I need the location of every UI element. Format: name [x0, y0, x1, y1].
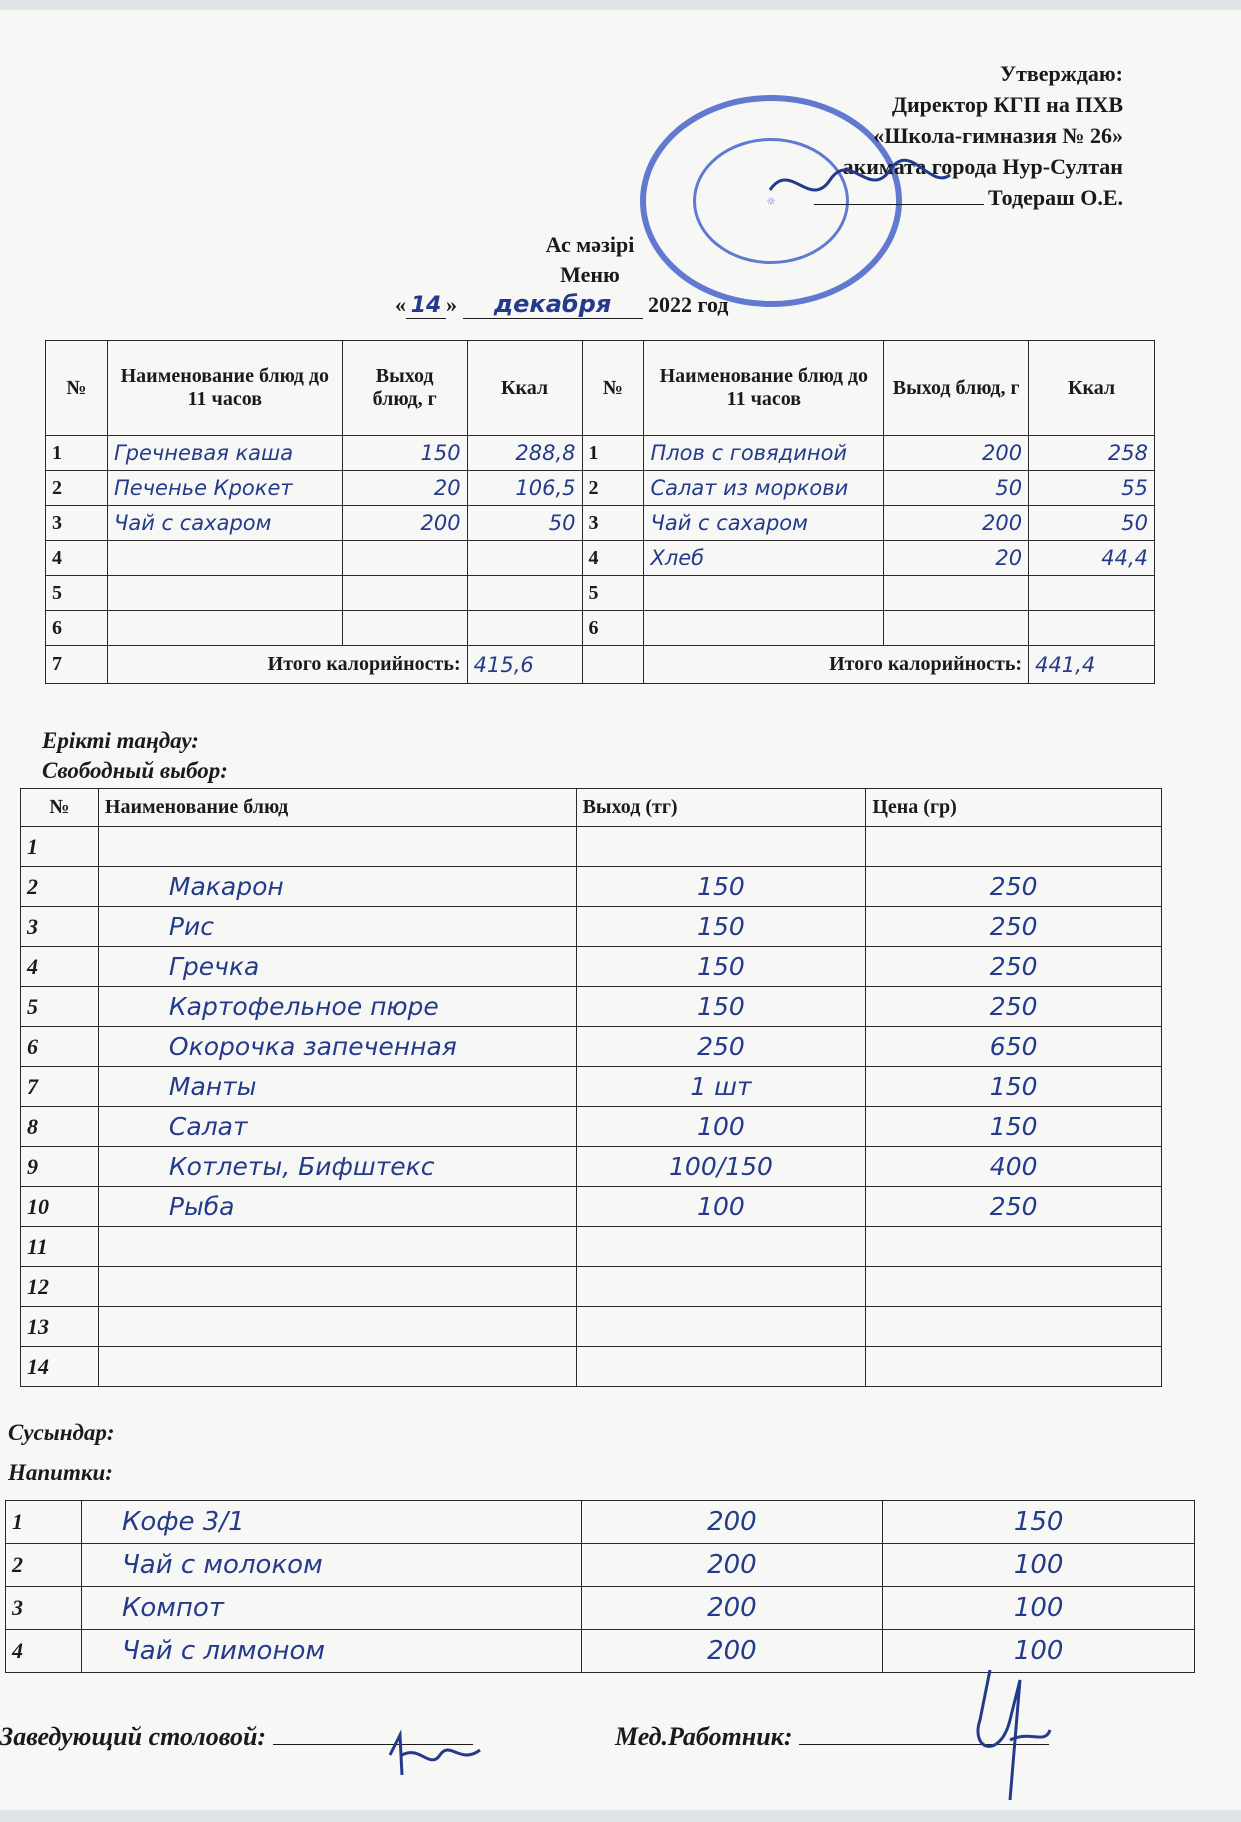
medic-signature [950, 1660, 1060, 1810]
drink-name: Чай с молоком [81, 1544, 581, 1587]
fc-price: 150 [866, 1107, 1162, 1147]
menu-left-num: 3 [46, 506, 108, 541]
menu-left-name: Чай с сахаром [107, 506, 342, 541]
menu-right-weight: 200 [884, 436, 1029, 471]
menu-right-weight [884, 611, 1029, 646]
menu-right-name [644, 611, 884, 646]
fc-num: 12 [21, 1267, 99, 1307]
header-kcal-right: Ккал [1029, 341, 1155, 436]
fc-price [866, 827, 1162, 867]
drink-num: 4 [6, 1630, 82, 1673]
header-weight-left: Выход блюд, г [342, 341, 467, 436]
fc-name: Гречка [98, 947, 576, 987]
menu-right-kcal [1029, 576, 1155, 611]
menu-right-num: 1 [582, 436, 644, 471]
menu-left-name [107, 541, 342, 576]
date-month: декабря [463, 290, 643, 319]
drink-name: Компот [81, 1587, 581, 1630]
menu-row [46, 576, 1155, 611]
date-year: 2022 год [648, 292, 729, 317]
free-choice-row [21, 1227, 1162, 1267]
title-kz: Ас мәзірі [545, 232, 635, 257]
drink-price: 100 [883, 1587, 1195, 1630]
fc-name [98, 827, 576, 867]
manager-signature [380, 1725, 490, 1785]
menu-left-num: 5 [46, 576, 108, 611]
drink-name: Чай с лимоном [81, 1630, 581, 1673]
approval-city: акимата города Нур-Султан [842, 154, 1123, 179]
drink-num: 3 [6, 1587, 82, 1630]
free-choice-label-ru: Свободный выбор: [42, 758, 228, 783]
seal-emblem-icon: ☼ [693, 138, 849, 264]
menu-right-name: Чай с сахаром [644, 506, 884, 541]
fc-num: 7 [21, 1067, 99, 1107]
menu-left-name: Печенье Крокет [107, 471, 342, 506]
free-choice-row [21, 1347, 1162, 1387]
fc-out [576, 1307, 866, 1347]
total-row-num: 7 [46, 646, 108, 684]
drink-name: Кофе 3/1 [81, 1501, 581, 1544]
free-choice-label-kz: Ерікті таңдау: [42, 728, 199, 753]
fc-name: Рыба [98, 1187, 576, 1227]
menu-right-weight: 50 [884, 471, 1029, 506]
header-kcal-left: Ккал [467, 341, 582, 436]
free-choice-row [21, 1067, 1162, 1107]
fc-out: 1 шт [576, 1067, 866, 1107]
menu-right-num: 6 [582, 611, 644, 646]
fc-price: 250 [866, 1187, 1162, 1227]
drink-row [6, 1544, 1195, 1587]
menu-total-row [46, 646, 1155, 684]
menu-left-kcal [467, 541, 582, 576]
total-label-left: Итого калорийность: [107, 646, 467, 684]
fc-price: 250 [866, 907, 1162, 947]
menu-right-num: 4 [582, 541, 644, 576]
menu-left-num: 6 [46, 611, 108, 646]
header-num-right: № [582, 341, 644, 436]
menu-right-name: Салат из моркови [644, 471, 884, 506]
approval-title: Утверждаю: [999, 61, 1123, 86]
menu-left-kcal: 50 [467, 506, 582, 541]
fc-price [866, 1307, 1162, 1347]
fc-price [866, 1227, 1162, 1267]
total-value-left: 415,6 [467, 646, 582, 684]
drink-price: 100 [883, 1544, 1195, 1587]
menu-right-kcal [1029, 611, 1155, 646]
medic-label: Мед.Работник: [615, 1722, 793, 1751]
fc-header-price: Цена (гр) [866, 789, 1162, 827]
free-choice-row [21, 827, 1162, 867]
free-choice-row [21, 867, 1162, 907]
drink-out: 200 [581, 1587, 883, 1630]
fc-out [576, 1347, 866, 1387]
header-name-right: Наименование блюд до 11 часов [644, 341, 884, 436]
menu-right-num: 5 [582, 576, 644, 611]
menu-left-weight: 150 [342, 436, 467, 471]
drink-num: 2 [6, 1544, 82, 1587]
drink-out: 200 [581, 1544, 883, 1587]
free-choice-row [21, 907, 1162, 947]
menu-left-num: 4 [46, 541, 108, 576]
manager-label: Заведующий столовой: [0, 1722, 267, 1751]
menu-right-weight: 200 [884, 506, 1029, 541]
header-weight-right: Выход блюд, г [884, 341, 1029, 436]
approval-position: Директор КГП на ПХВ [891, 92, 1123, 117]
menu-right-num: 2 [582, 471, 644, 506]
fc-name: Манты [98, 1067, 576, 1107]
fc-out: 150 [576, 947, 866, 987]
free-choice-row [21, 1267, 1162, 1307]
drinks-table [5, 1500, 1195, 1673]
menu-left-weight [342, 576, 467, 611]
menu-left-num: 1 [46, 436, 108, 471]
free-choice-row [21, 1027, 1162, 1067]
fc-price: 150 [866, 1067, 1162, 1107]
drinks-label-ru: Напитки: [8, 1460, 113, 1485]
fc-name [98, 1347, 576, 1387]
date-day: 14 [406, 293, 446, 319]
menu-right-num: 3 [582, 506, 644, 541]
approval-school: «Школа-гимназия № 26» [873, 123, 1123, 148]
fc-name [98, 1227, 576, 1267]
fc-price [866, 1347, 1162, 1387]
fc-num: 5 [21, 987, 99, 1027]
menu-left-kcal [467, 611, 582, 646]
menu-left-num: 2 [46, 471, 108, 506]
fc-name: Рис [98, 907, 576, 947]
drink-row [6, 1501, 1195, 1544]
fc-out: 250 [576, 1027, 866, 1067]
approval-signer-name: Тодераш О.Е. [987, 185, 1123, 210]
fc-out: 100/150 [576, 1147, 866, 1187]
fc-out [576, 827, 866, 867]
free-choice-row [21, 987, 1162, 1027]
total-empty-cell [582, 646, 644, 684]
drink-price: 150 [883, 1501, 1195, 1544]
fc-name: Картофельное пюре [98, 987, 576, 1027]
menu-right-kcal: 55 [1029, 471, 1155, 506]
menu-row [46, 436, 1155, 471]
free-choice-row [21, 947, 1162, 987]
header-name-left: Наименование блюд до 11 часов [107, 341, 342, 436]
fc-num: 6 [21, 1027, 99, 1067]
free-choice-row [21, 1147, 1162, 1187]
menu-right-kcal: 44,4 [1029, 541, 1155, 576]
fc-out: 150 [576, 867, 866, 907]
fc-out: 100 [576, 1187, 866, 1227]
total-label-right: Итого калорийность: [644, 646, 1029, 684]
fc-num: 3 [21, 907, 99, 947]
header-num-left: № [46, 341, 108, 436]
menu-left-name [107, 611, 342, 646]
menu-row [46, 611, 1155, 646]
fc-num: 1 [21, 827, 99, 867]
fc-name: Окорочка запеченная [98, 1027, 576, 1067]
fc-out [576, 1227, 866, 1267]
menu-right-name: Плов с говядиной [644, 436, 884, 471]
fc-header-num: № [21, 789, 99, 827]
menu-right-kcal: 258 [1029, 436, 1155, 471]
menu-header-row [46, 341, 1155, 436]
drink-price: 100 [883, 1630, 1195, 1673]
fc-out: 100 [576, 1107, 866, 1147]
menu-row [46, 541, 1155, 576]
fc-num: 14 [21, 1347, 99, 1387]
fc-name: Салат [98, 1107, 576, 1147]
fc-header-name: Наименование блюд [98, 789, 576, 827]
fc-name [98, 1307, 576, 1347]
menu-right-name: Хлеб [644, 541, 884, 576]
menu-left-kcal: 288,8 [467, 436, 582, 471]
free-choice-table [20, 788, 1162, 1387]
menu-left-weight [342, 611, 467, 646]
fc-out: 150 [576, 907, 866, 947]
free-choice-row [21, 1307, 1162, 1347]
menu-left-weight: 200 [342, 506, 467, 541]
drink-row [6, 1587, 1195, 1630]
fc-num: 11 [21, 1227, 99, 1267]
menu-table [45, 340, 1155, 684]
menu-left-name: Гречневая каша [107, 436, 342, 471]
fc-out: 150 [576, 987, 866, 1027]
fc-price: 650 [866, 1027, 1162, 1067]
drink-num: 1 [6, 1501, 82, 1544]
fc-name: Котлеты, Бифштекс [98, 1147, 576, 1187]
fc-num: 9 [21, 1147, 99, 1187]
menu-right-name [644, 576, 884, 611]
fc-num: 8 [21, 1107, 99, 1147]
menu-right-kcal: 50 [1029, 506, 1155, 541]
menu-right-weight [884, 576, 1029, 611]
fc-num: 4 [21, 947, 99, 987]
fc-price: 400 [866, 1147, 1162, 1187]
menu-left-weight: 20 [342, 471, 467, 506]
free-choice-row [21, 1187, 1162, 1227]
drinks-label-kz: Сусындар: [8, 1420, 115, 1445]
fc-num: 13 [21, 1307, 99, 1347]
menu-left-weight [342, 541, 467, 576]
free-choice-header-row [21, 789, 1162, 827]
title-ru: Меню [560, 262, 620, 287]
fc-header-out: Выход (тг) [576, 789, 866, 827]
menu-row [46, 471, 1155, 506]
menu-left-name [107, 576, 342, 611]
menu-row [46, 506, 1155, 541]
fc-name [98, 1267, 576, 1307]
drink-out: 200 [581, 1630, 883, 1673]
fc-name: Макарон [98, 867, 576, 907]
fc-price: 250 [866, 867, 1162, 907]
menu-date: « 14 » декабря 2022 год [395, 290, 729, 318]
total-value-right: 441,4 [1029, 646, 1155, 684]
menu-left-kcal: 106,5 [467, 471, 582, 506]
fc-price: 250 [866, 987, 1162, 1027]
menu-left-kcal [467, 576, 582, 611]
fc-out [576, 1267, 866, 1307]
fc-num: 2 [21, 867, 99, 907]
fc-price: 250 [866, 947, 1162, 987]
menu-right-weight: 20 [884, 541, 1029, 576]
fc-num: 10 [21, 1187, 99, 1227]
drink-out: 200 [581, 1501, 883, 1544]
fc-price [866, 1267, 1162, 1307]
director-signature [760, 150, 960, 220]
free-choice-row [21, 1107, 1162, 1147]
